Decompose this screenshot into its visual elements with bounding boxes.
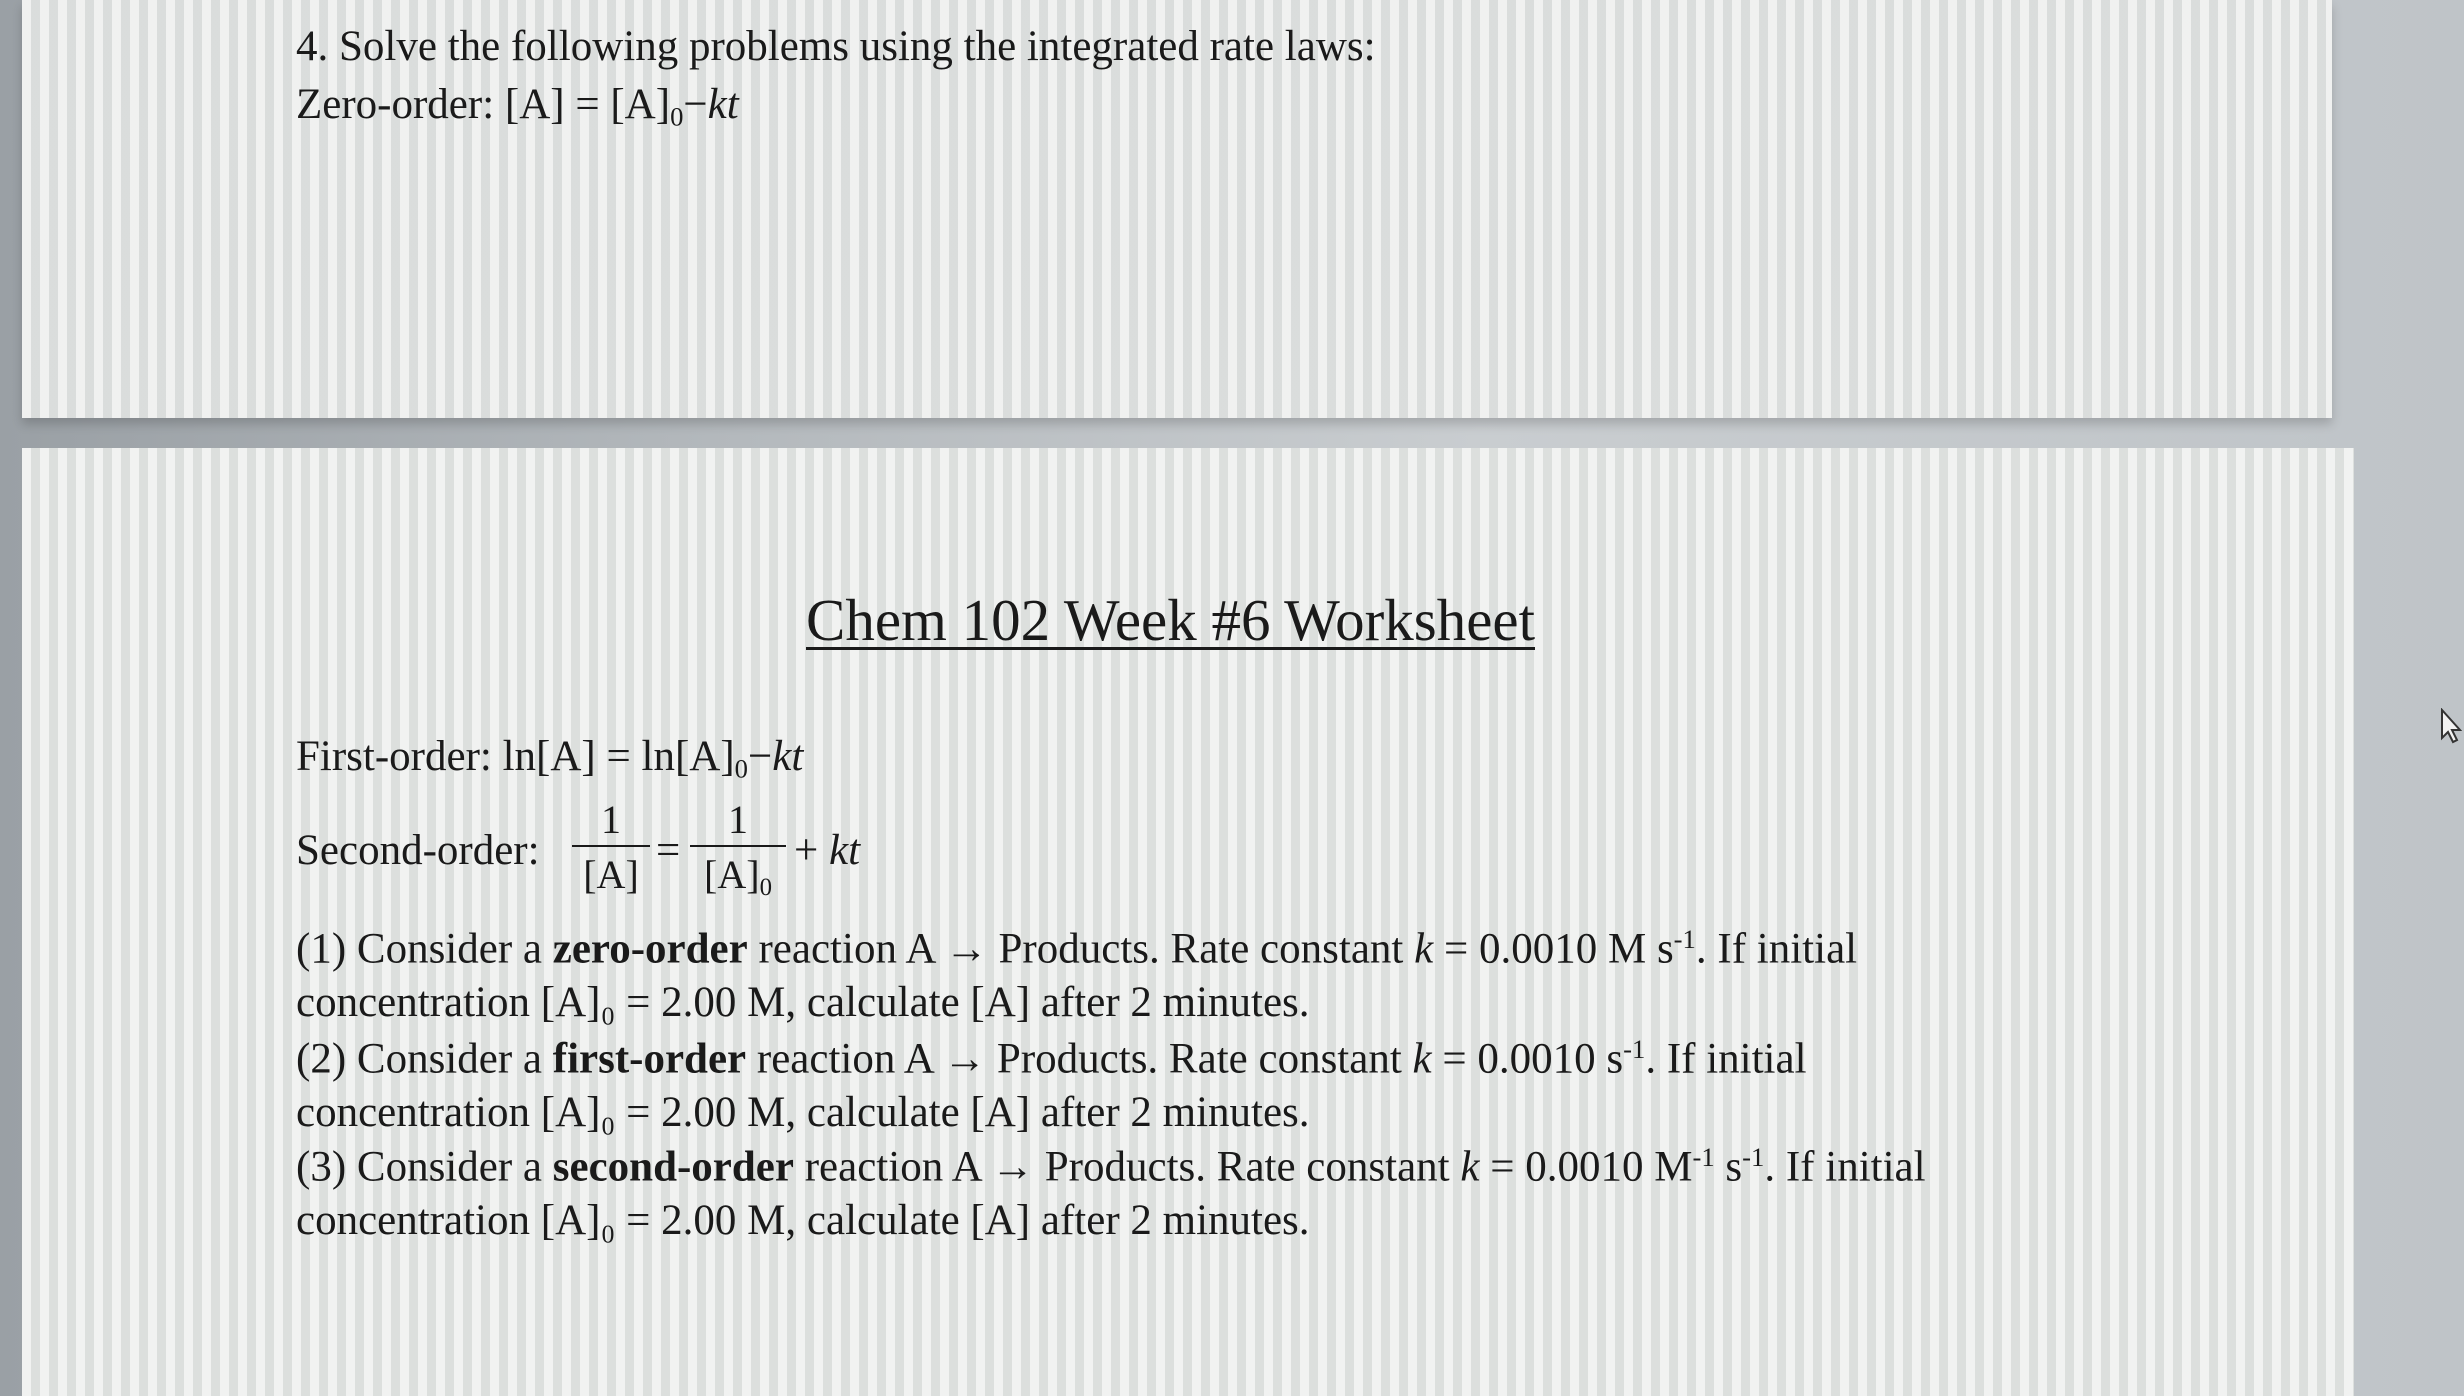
- second-order-fraction-right: [690, 796, 786, 902]
- problem-1-order: zero-order: [552, 925, 748, 973]
- fraction-right-subscript: 0: [759, 873, 772, 901]
- problem-2-exponent: -1: [1623, 1034, 1646, 1064]
- problem-2-line-1: [296, 1034, 1807, 1084]
- second-order-kt: kt: [829, 827, 861, 874]
- problem-3-rate: = 0.0010 M: [1479, 1143, 1693, 1191]
- problem-1-text-a: (1) Consider a: [296, 925, 553, 973]
- problem-2-text-c: . If initial: [1645, 1035, 1807, 1083]
- zero-order-law: [296, 80, 739, 132]
- second-order-tail: [794, 826, 860, 875]
- problem-1-line-1: [296, 924, 1857, 974]
- problem-1-line-2: concentration [A]₀ = 2.00 M, calculate [A] after 2 minutes.: [296, 979, 1310, 1026]
- problem-heading: 4. Solve the following problems using the integrated rate laws:: [296, 23, 1376, 70]
- zero-order-minus: −: [683, 81, 708, 128]
- problem-3-exponent-1: -1: [1692, 1142, 1715, 1172]
- problem-2-text-b: reaction A → Products. Rate constant: [746, 1035, 1413, 1083]
- problem-3-text-c: . If initial: [1764, 1143, 1926, 1191]
- zero-order-label: Zero-order:: [296, 81, 505, 128]
- first-order-left: ln[A] = ln[A]: [502, 733, 735, 780]
- problem-3-text-b: reaction A → Products. Rate constant: [793, 1143, 1461, 1191]
- first-order-label: First-order:: [296, 733, 503, 780]
- second-order-label: Second-order:: [296, 827, 540, 874]
- problem-2-text-a: (2) Consider a: [296, 1035, 553, 1083]
- problem-2-line-2: concentration [A]₀ = 2.00 M, calculate [A] after 2 minutes.: [296, 1089, 1310, 1136]
- worksheet-title: Chem 102 Week #6 Worksheet: [806, 587, 1535, 653]
- problem-3-exponent-2: -1: [1742, 1142, 1765, 1172]
- worksheet-page-top: [22, 0, 2332, 418]
- fraction-left-denominator: [A]: [583, 852, 639, 897]
- second-order-fraction-left: [572, 796, 650, 898]
- problem-3-line-1: [296, 1142, 1926, 1192]
- worksheet-page-bottom: [22, 448, 2354, 1396]
- problem-1-k: k: [1414, 925, 1434, 973]
- second-order-equals: =: [656, 827, 681, 874]
- problem-3-k: k: [1460, 1143, 1480, 1191]
- problem-1-text-b: reaction A → Products. Rate constant: [747, 925, 1415, 973]
- zero-order-subscript: 0: [670, 101, 684, 132]
- fraction-left-numerator: 1: [572, 796, 650, 847]
- fraction-right-denominator-wrap: [690, 847, 786, 902]
- problem-3-rate-s: s: [1714, 1143, 1743, 1191]
- first-order-kt: kt: [772, 733, 804, 780]
- problem-3-order: second-order: [552, 1143, 794, 1191]
- problem-2-rate: = 0.0010 s: [1431, 1035, 1624, 1083]
- problem-1-text-c: . If initial: [1695, 925, 1858, 973]
- problem-1-exponent: -1: [1673, 924, 1696, 954]
- problem-3-line-2: concentration [A]₀ = 2.00 M, calculate [A] after 2 minutes.: [296, 1197, 1310, 1244]
- second-order-plus: +: [794, 827, 830, 874]
- fraction-right-denominator: [A]: [704, 852, 760, 897]
- first-order-minus: −: [747, 733, 773, 780]
- first-order-law: [296, 732, 803, 784]
- problem-2-order: first-order: [552, 1035, 747, 1083]
- problem-3-text-a: (3) Consider a: [296, 1143, 553, 1191]
- zero-order-left: [A] = [A]: [504, 81, 671, 128]
- first-order-subscript: 0: [734, 753, 748, 784]
- fraction-right-numerator: 1: [690, 796, 786, 847]
- problem-2-k: k: [1412, 1035, 1432, 1083]
- problem-1-rate: = 0.0010 M s: [1433, 925, 1674, 973]
- zero-order-kt: kt: [707, 81, 739, 128]
